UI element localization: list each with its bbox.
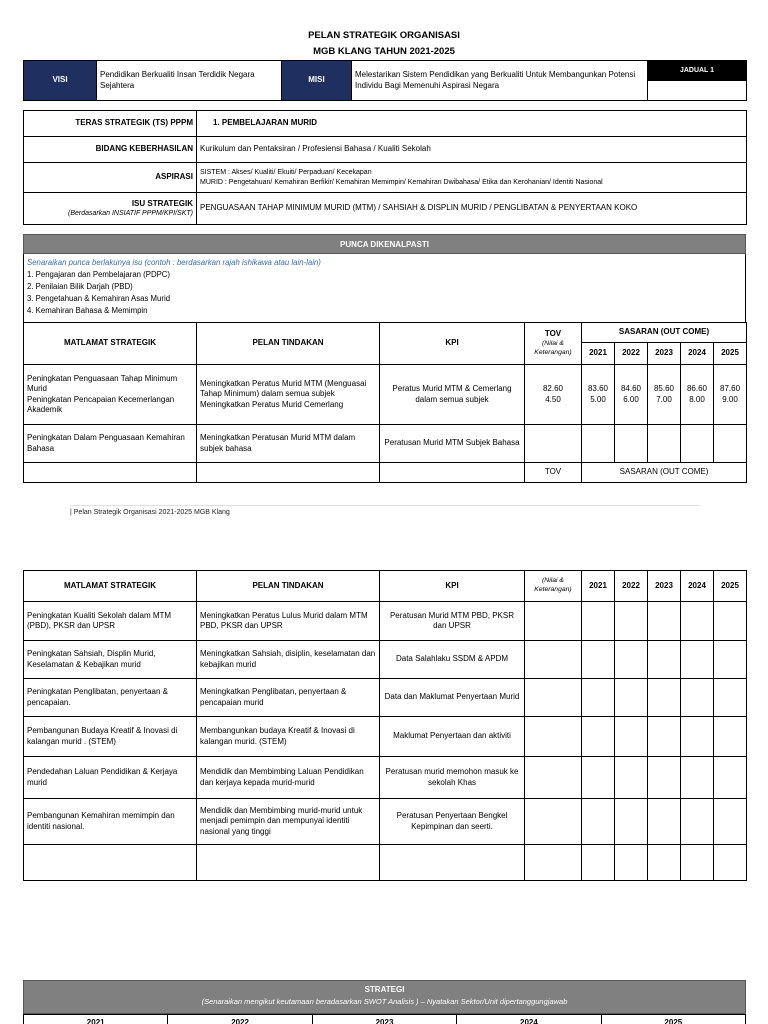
- strategi-year: 2023: [313, 1014, 457, 1024]
- punca-item: 2. Penilaian Bilik Darjah (PBD): [27, 282, 133, 291]
- kpi-cell: Data Salahlaku SSDM & APDM: [380, 641, 525, 679]
- empty-cell: [197, 463, 380, 483]
- pelan-cell: Meningkatkan Sahsiah, disiplin, keselamatan dan kebajikan murid: [197, 641, 380, 679]
- target-cell: [582, 757, 615, 799]
- col-sasaran-header: SASARAN (OUT COME): [582, 323, 747, 343]
- punca-hint: Senaraikan punca berlakunya isu (contoh : berdasarkan rajah ishikawa atau lain-lain): [27, 258, 321, 267]
- punca-item: 3. Pengetahuan & Kemahiran Asas Murid: [27, 294, 171, 303]
- strategi-year: 2022: [168, 1014, 312, 1024]
- jadual-label: JADUAL 1: [648, 61, 747, 81]
- punca-item: 1. Pengajaran dan Pembelajaran (PDPC): [27, 270, 171, 279]
- target-cell: [648, 679, 681, 717]
- col-kpi-header: KPI: [380, 323, 525, 365]
- misi-text: Melestarikan Sistem Pendidikan yang Berkualiti Untuk Membangunkan Potensi Individu Bagi Memenuhi Aspirasi Negara: [352, 61, 648, 101]
- isu-value: PENGUASAAN TAHAP MINIMUM MURID (MTM) / SAHSIAH & DISPLIN MURID / PENGLIBATAN & PENYERTAAN KOKO: [197, 193, 747, 225]
- target-2023-cell: 85.60 7.00: [648, 365, 681, 425]
- matlamat-cell: Peningkatan Penglibatan, penyertaan & pencapaian.: [24, 679, 197, 717]
- target-cell: [582, 679, 615, 717]
- target-2025-cell: 87.60 9.00: [714, 365, 747, 425]
- page-footer: | Pelan Strategik Organisasi 2021-2025 MGB Klang: [70, 509, 230, 516]
- target-cell: [615, 799, 648, 845]
- footer-divider: [70, 505, 700, 506]
- strategi-title: STRATEGI: [364, 985, 405, 994]
- target-cell: [714, 425, 747, 463]
- tov-cell: [525, 679, 582, 717]
- target-cell: [615, 717, 648, 757]
- matlamat-cell: Peningkatan Kualiti Sekolah dalam MTM (PBD), PKSR dan UPSR: [24, 602, 197, 641]
- kpi-cell: Peratusan Murid MTM Subjek Bahasa: [380, 425, 525, 463]
- aspirasi-murid: MURID : Pengetahuan/ Kemahiran Berfikir/ Kemahiran Memimpin/ Kemahiran Dwibahasa/ Etika dan Kerohanian/ Identiti Nasional: [200, 178, 603, 186]
- pelan-cell: Meningkatkan Peratus Murid MTM (Menguasai Tahap Minimum) dalam semua subjek Meningkatkan Peratus Murid Cemerlang: [197, 365, 380, 425]
- visi-misi-table: [23, 60, 747, 101]
- year-header: 2023: [648, 571, 681, 602]
- col-matlamat-header: MATLAMAT STRATEGIK: [24, 323, 197, 365]
- year-header: 2025: [714, 343, 747, 365]
- matlamat-cell: Peningkatan Dalam Penguasaan Kemahiran Bahasa: [24, 425, 197, 463]
- tov-label: TOV: [544, 329, 562, 339]
- target-cell: [615, 641, 648, 679]
- pelan-cell: Mendidik dan Membimbing Laluan Pendidikan dan kerjaya kepada murid-murid: [197, 757, 380, 799]
- year-header: 2023: [648, 343, 681, 365]
- year-header: 2024: [681, 343, 714, 365]
- target-cell: [648, 717, 681, 757]
- teras-label: TERAS STRATEGIK (TS) PPPM: [24, 111, 197, 137]
- target-cell: [714, 799, 747, 845]
- bottom-sasaran-label: SASARAN (OUT COME): [582, 463, 747, 483]
- target-cell: [714, 602, 747, 641]
- pelan-cell: Mendidik dan Membimbing murid-murid untuk menjadi pemimpin dan mempunyai identiti nasional yang tinggi: [197, 799, 380, 845]
- target-cell: [582, 602, 615, 641]
- year-header: 2021: [582, 571, 615, 602]
- empty-cell: [648, 845, 681, 881]
- target-2022-cell: 84.60 6.00: [615, 365, 648, 425]
- empty-cell: [681, 845, 714, 881]
- aspirasi-sistem: SISTEM : Akses/ Kualiti/ Ekuiti/ Perpaduan/ Kecekapan: [200, 169, 372, 177]
- target-2021-cell: 83.60 5.00: [582, 365, 615, 425]
- target-cell: [714, 641, 747, 679]
- pelan-cell: Meningkatkan Peratus Lulus Murid dalam MTM PBD, PKSR dan UPSR: [197, 602, 380, 641]
- document-title: PELAN STRATEGIK ORGANISASI: [308, 30, 460, 41]
- tov-cell: [525, 717, 582, 757]
- target-cell: [681, 679, 714, 717]
- target-cell: [615, 602, 648, 641]
- jadual-blank-cell: [648, 81, 747, 101]
- bidang-value: Kurikulum dan Pentaksiran / Profesiensi Bahasa / Kualiti Sekolah: [197, 137, 747, 163]
- kpi-cell: Peratusan Penyertaan Bengkel Kepimpinan dan seerti.: [380, 799, 525, 845]
- bidang-label: BIDANG KEBERHASILAN: [24, 137, 197, 163]
- target-cell: [681, 757, 714, 799]
- kpi-cell: Peratusan murid memohon masuk ke sekolah Khas: [380, 757, 525, 799]
- year-header: 2025: [714, 571, 747, 602]
- target-cell: [714, 717, 747, 757]
- empty-cell: [615, 845, 648, 881]
- col-tov-header: (Nilai & Keterangan): [525, 571, 582, 602]
- target-cell: [582, 641, 615, 679]
- bottom-tov-label: TOV: [525, 463, 582, 483]
- punca-item: 4. Kemahiran Bahasa & Memimpin: [27, 306, 148, 315]
- empty-cell: [380, 463, 525, 483]
- matlamat-cell: Pendedahan Laluan Pendidikan & Kerjaya murid: [24, 757, 197, 799]
- isu-label-sub: (Berdasarkan INSIATIF PPPM/KPI/SKT): [68, 210, 193, 218]
- target-cell: [681, 717, 714, 757]
- target-cell: [714, 757, 747, 799]
- visi-text: Pendidikan Berkualiti Insan Terdidik Negara Sejahtera: [97, 61, 282, 101]
- col-kpi-header: KPI: [380, 571, 525, 602]
- kpi-cell: Maklumat Penyertaan dan aktiviti: [380, 717, 525, 757]
- aspirasi-value: [197, 163, 747, 193]
- year-header: 2021: [582, 343, 615, 365]
- target-cell: [582, 799, 615, 845]
- target-cell: [582, 425, 615, 463]
- teras-table: [23, 110, 747, 225]
- col-matlamat-header: MATLAMAT STRATEGIK: [24, 571, 197, 602]
- tov-cell: [525, 425, 582, 463]
- col-pelan-header: PELAN TINDAKAN: [197, 323, 380, 365]
- target-cell: [648, 799, 681, 845]
- kpi-cell: Peratus Murid MTM & Cemerlang dalam semua subjek: [380, 365, 525, 425]
- col-tov-header: [525, 323, 582, 365]
- tov-cell: 82.60 4.50: [525, 365, 582, 425]
- matlamat-cell: Peningkatan Penguasaan Tahap Minimum Murid Peningkatan Pencapaian Kecemerlangan Akademik: [24, 365, 197, 425]
- tov-cell: [525, 641, 582, 679]
- aspirasi-label: ASPIRASI: [24, 163, 197, 193]
- strategi-year: 2021: [24, 1014, 168, 1024]
- target-cell: [582, 717, 615, 757]
- tov-cell: [525, 602, 582, 641]
- strategi-year: 2024: [457, 1014, 601, 1024]
- target-cell: [648, 602, 681, 641]
- visi-label: VISI: [24, 61, 97, 101]
- pelan-cell: Meningkatkan Peratusan Murid MTM dalam subjek bahasa: [197, 425, 380, 463]
- teras-value: 1. PEMBELAJARAN MURID: [197, 111, 747, 137]
- strategi-subtitle: (Senaraikan mengikut keutamaan beradasarkan SWOT Analisis ) – Nyatakan Sektor/Unit dipertanggungjawab: [201, 997, 568, 1007]
- empty-cell: [24, 463, 197, 483]
- document-subtitle: MGB KLANG TAHUN 2021-2025: [313, 46, 455, 57]
- tov-cell: [525, 799, 582, 845]
- year-header: 2024: [681, 571, 714, 602]
- isu-label: [24, 193, 197, 225]
- col-pelan-header: PELAN TINDAKAN: [197, 571, 380, 602]
- empty-cell: [525, 845, 582, 881]
- isu-label-main: ISU STRATEGIK: [131, 198, 193, 208]
- strategi-header: [23, 980, 746, 1014]
- pelan-cell: Membangunkan budaya Kreatif & Inovasi di kalangan murid. (STEM): [197, 717, 380, 757]
- target-cell: [681, 641, 714, 679]
- kpi-cell: Peratusan Murid MTM PBD, PKSR dan UPSR: [380, 602, 525, 641]
- year-header: 2022: [615, 571, 648, 602]
- empty-cell: [380, 845, 525, 881]
- empty-cell: [582, 845, 615, 881]
- matlamat-table-continued: [23, 570, 747, 881]
- target-cell: [681, 425, 714, 463]
- matlamat-cell: Peningkatan Sahsiah, Displin Murid, Keselamatan & Kebajikan murid: [24, 641, 197, 679]
- empty-cell: [24, 845, 197, 881]
- target-cell: [681, 602, 714, 641]
- tov-cell: [525, 757, 582, 799]
- punca-header: PUNCA DIKENALPASTI: [23, 234, 746, 254]
- strategi-years-row: [23, 1014, 746, 1024]
- target-2024-cell: 86.60 8.00: [681, 365, 714, 425]
- target-cell: [714, 679, 747, 717]
- punca-body: [23, 254, 746, 322]
- strategi-year: 2025: [602, 1014, 746, 1024]
- target-cell: [648, 641, 681, 679]
- matlamat-table: [23, 322, 747, 483]
- empty-cell: [197, 845, 380, 881]
- target-cell: [648, 757, 681, 799]
- year-header: 2022: [615, 343, 648, 365]
- target-cell: [681, 799, 714, 845]
- empty-cell: [714, 845, 747, 881]
- matlamat-cell: Pembangunan Kemahiran memimpin dan identiti nasional.: [24, 799, 197, 845]
- kpi-cell: Data dan Maklumat Penyertaan Murid: [380, 679, 525, 717]
- target-cell: [615, 679, 648, 717]
- target-cell: [648, 425, 681, 463]
- target-cell: [615, 425, 648, 463]
- matlamat-cell: Pembangunan Budaya Kreatif & Inovasi di kalangan murid . (STEM): [24, 717, 197, 757]
- tov-sub-label: (Nilai & Keterangan): [534, 339, 572, 356]
- target-cell: [615, 757, 648, 799]
- pelan-cell: Meningkatkan Penglibatan, penyertaan & pencapaian murid: [197, 679, 380, 717]
- misi-label: MISI: [282, 61, 352, 101]
